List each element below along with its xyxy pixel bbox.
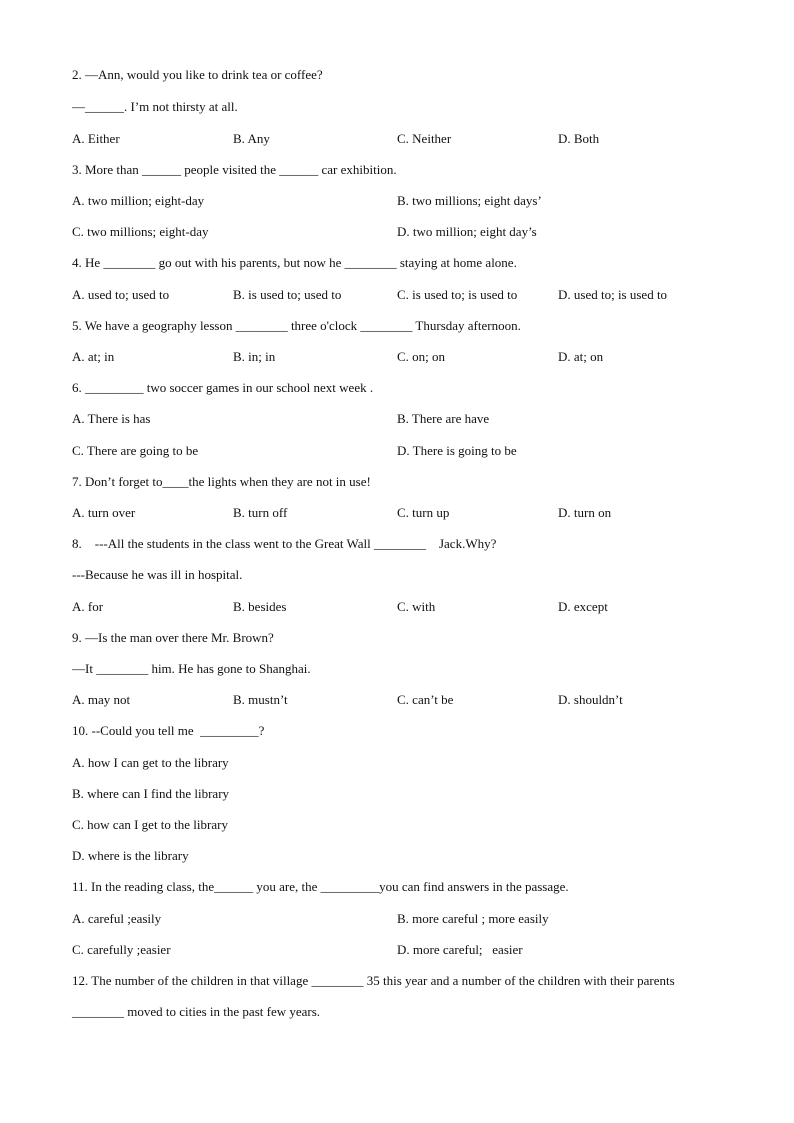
question-2-option-c: C. Neither bbox=[397, 131, 452, 146]
question-4-option-c: C. is used to; is used to bbox=[397, 287, 518, 302]
question-5-option-d: D. at; on bbox=[558, 349, 604, 364]
question-3-stem: 3. More than ______ people visited the ______ car exhibition. bbox=[72, 162, 397, 177]
question-6-stem: 6. _________ two soccer games in our school next week . bbox=[72, 380, 374, 395]
question-9-stem: 9. —Is the man over there Mr. Brown? bbox=[72, 630, 274, 645]
question-7-option-c: C. turn up bbox=[397, 505, 450, 520]
question-10-option-b: B. where can I find the library bbox=[72, 786, 230, 801]
question-6-option-b: B. There are have bbox=[397, 411, 490, 426]
question-5-stem: 5. We have a geography lesson ________ three o'clock ________ Thursday afternoon. bbox=[72, 318, 521, 333]
question-4-option-b: B. is used to; used to bbox=[233, 287, 342, 302]
question-9-option-d: D. shouldn’t bbox=[558, 692, 623, 707]
question-8-option-c: C. with bbox=[397, 599, 436, 614]
question-8-option-d: D. except bbox=[558, 599, 608, 614]
question-4-stem: 4. He ________ go out with his parents, but now he ________ staying at home alone. bbox=[72, 255, 517, 270]
question-4-option-d: D. used to; is used to bbox=[558, 287, 668, 302]
question-11-option-d: D. more careful; easier bbox=[397, 942, 523, 957]
question-3-option-b: B. two millions; eight days’ bbox=[397, 193, 542, 208]
question-6-option-c: C. There are going to be bbox=[72, 443, 199, 458]
question-11-option-c: C. carefully ;easier bbox=[72, 942, 171, 957]
question-2-option-b: B. Any bbox=[233, 131, 270, 146]
question-3-option-a: A. two million; eight-day bbox=[72, 193, 205, 208]
question-7-option-d: D. turn on bbox=[558, 505, 612, 520]
question-4-option-a: A. used to; used to bbox=[72, 287, 170, 302]
question-3-option-d: D. two million; eight day’s bbox=[397, 224, 537, 239]
question-9-option-c: C. can’t be bbox=[397, 692, 454, 707]
question-2-option-a: A. Either bbox=[72, 131, 120, 146]
question-11-option-a: A. careful ;easily bbox=[72, 911, 162, 926]
question-9-option-b: B. mustn’t bbox=[233, 692, 288, 707]
question-10-option-c: C. how can I get to the library bbox=[72, 817, 228, 832]
question-9-reply: —It ________ him. He has gone to Shanghai. bbox=[72, 661, 311, 676]
question-6-option-a: A. There is has bbox=[72, 411, 151, 426]
question-8-reply: ---Because he was ill in hospital. bbox=[72, 567, 243, 582]
question-11-option-b: B. more careful ; more easily bbox=[397, 911, 549, 926]
question-2-reply: —______. I’m not thirsty at all. bbox=[72, 99, 238, 114]
question-9-option-a: A. may not bbox=[72, 692, 131, 707]
question-10-option-a: A. how I can get to the library bbox=[72, 755, 229, 770]
question-5-option-b: B. in; in bbox=[233, 349, 276, 364]
question-8-option-b: B. besides bbox=[233, 599, 287, 614]
question-10-stem: 10. --Could you tell me _________? bbox=[72, 723, 265, 738]
question-7-option-a: A. turn over bbox=[72, 505, 136, 520]
question-5-option-a: A. at; in bbox=[72, 349, 115, 364]
question-10-option-d: D. where is the library bbox=[72, 848, 189, 863]
question-12-stem: 12. The number of the children in that village ________ 35 this year and a number of the children with their parents bbox=[72, 973, 675, 988]
question-8-option-a: A. for bbox=[72, 599, 104, 614]
question-2-option-d: D. Both bbox=[558, 131, 600, 146]
question-6-option-d: D. There is going to be bbox=[397, 443, 517, 458]
question-3-option-c: C. two millions; eight-day bbox=[72, 224, 209, 239]
question-8-stem: 8. ---All the students in the class went to the Great Wall ________ Jack.Why? bbox=[72, 536, 497, 551]
question-7-stem: 7. Don’t forget to____the lights when they are not in use! bbox=[72, 474, 371, 489]
question-12-stem-continued: ________ moved to cities in the past few years. bbox=[72, 1004, 321, 1019]
question-2-stem: 2. —Ann, would you like to drink tea or coffee? bbox=[72, 67, 323, 82]
question-7-option-b: B. turn off bbox=[233, 505, 288, 520]
question-11-stem: 11. In the reading class, the______ you are, the _________you can find answers in the passage. bbox=[72, 879, 569, 894]
question-5-option-c: C. on; on bbox=[397, 349, 446, 364]
